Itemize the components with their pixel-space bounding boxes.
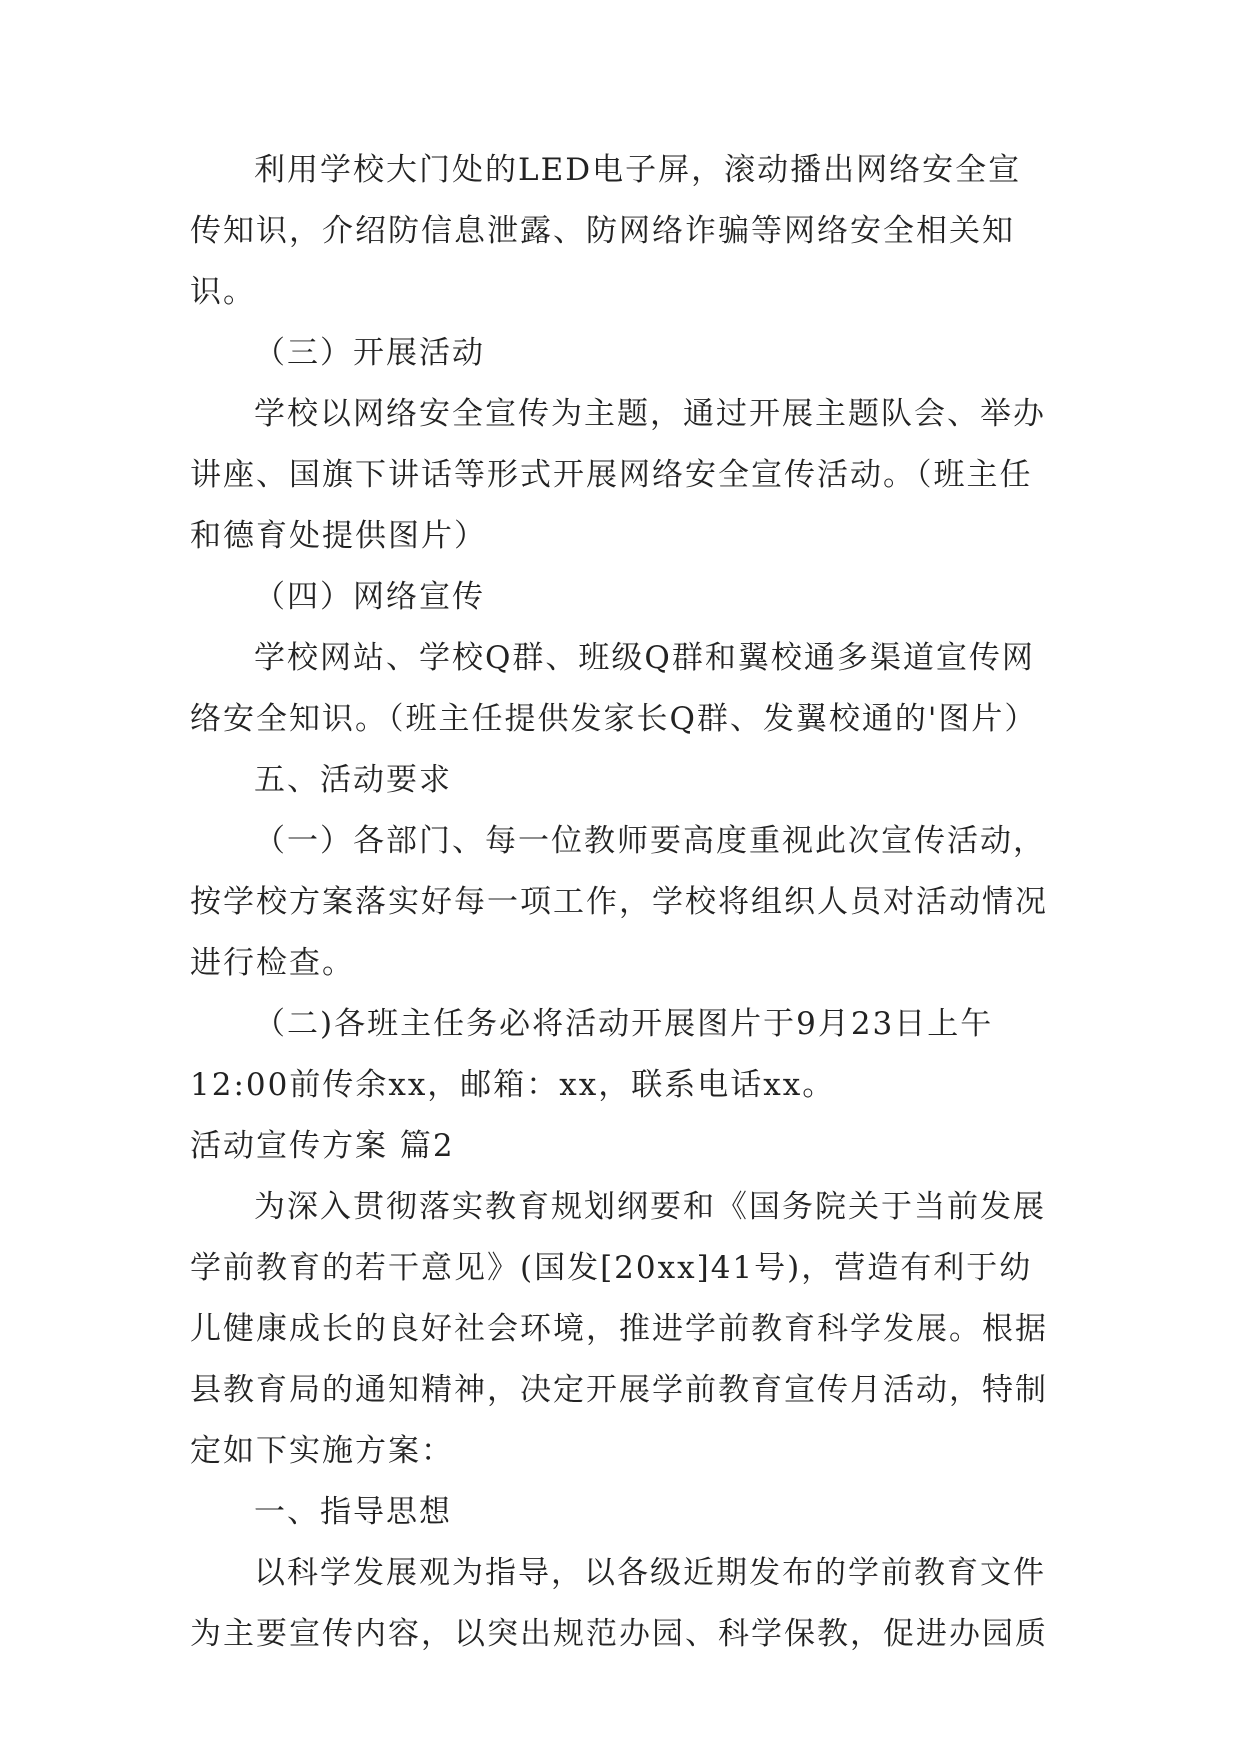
- document-body: [190, 140, 1050, 1665]
- paragraph-requirement-2: （二)各班主任务必将活动开展图片于9月23日上午12:00前传余xx，邮箱：xx，联系电话xx。: [190, 1006, 994, 1103]
- paragraph-guiding-thought: 以科学发展观为指导，以各级近期发布的学前教育文件为主要宣传内容，以突出规范办园、科学保教，促进办园质: [190, 1555, 1048, 1652]
- paragraph-intro: 为深入贯彻落实教育规划纲要和《国务院关于当前发展学前教育的若干意见》(国发[20xx]41号)，营造有利于幼儿健康成长的良好社会环境，推进学前教育科学发展。根据县教育局的通知精神，决定开展学前教育宣传月活动，特制定如下实施方案：: [190, 1189, 1048, 1469]
- paragraph-led-screen: 利用学校大门处的LED电子屏，滚动播出网络安全宣传知识，介绍防信息泄露、防网络诈骗等网络安全相关知识。: [190, 152, 1022, 310]
- section-heading-guiding-thought: 一、指导思想: [254, 1494, 452, 1530]
- article-title: 活动宣传方案 篇2: [190, 1128, 455, 1164]
- paragraph-activities: 学校以网络安全宣传为主题，通过开展主题队会、举办讲座、国旗下讲话等形式开展网络安全宣传活动。（班主任和德育处提供图片）: [190, 396, 1046, 554]
- section-heading-activities: （三）开展活动: [254, 335, 485, 371]
- paragraph-requirement-1: （一）各部门、每一位教师要高度重视此次宣传活动，按学校方案落实好每一项工作，学校将组织人员对活动情况进行检查。: [190, 823, 1048, 981]
- paragraph-online-promotion: 学校网站、学校Q群、班级Q群和翼校通多渠道宣传网络安全知识。（班主任提供发家长Q群、发翼校通的'图片）: [190, 640, 1038, 737]
- section-heading-online-promotion: （四）网络宣传: [254, 579, 485, 615]
- section-heading-requirements: 五、活动要求: [254, 762, 452, 798]
